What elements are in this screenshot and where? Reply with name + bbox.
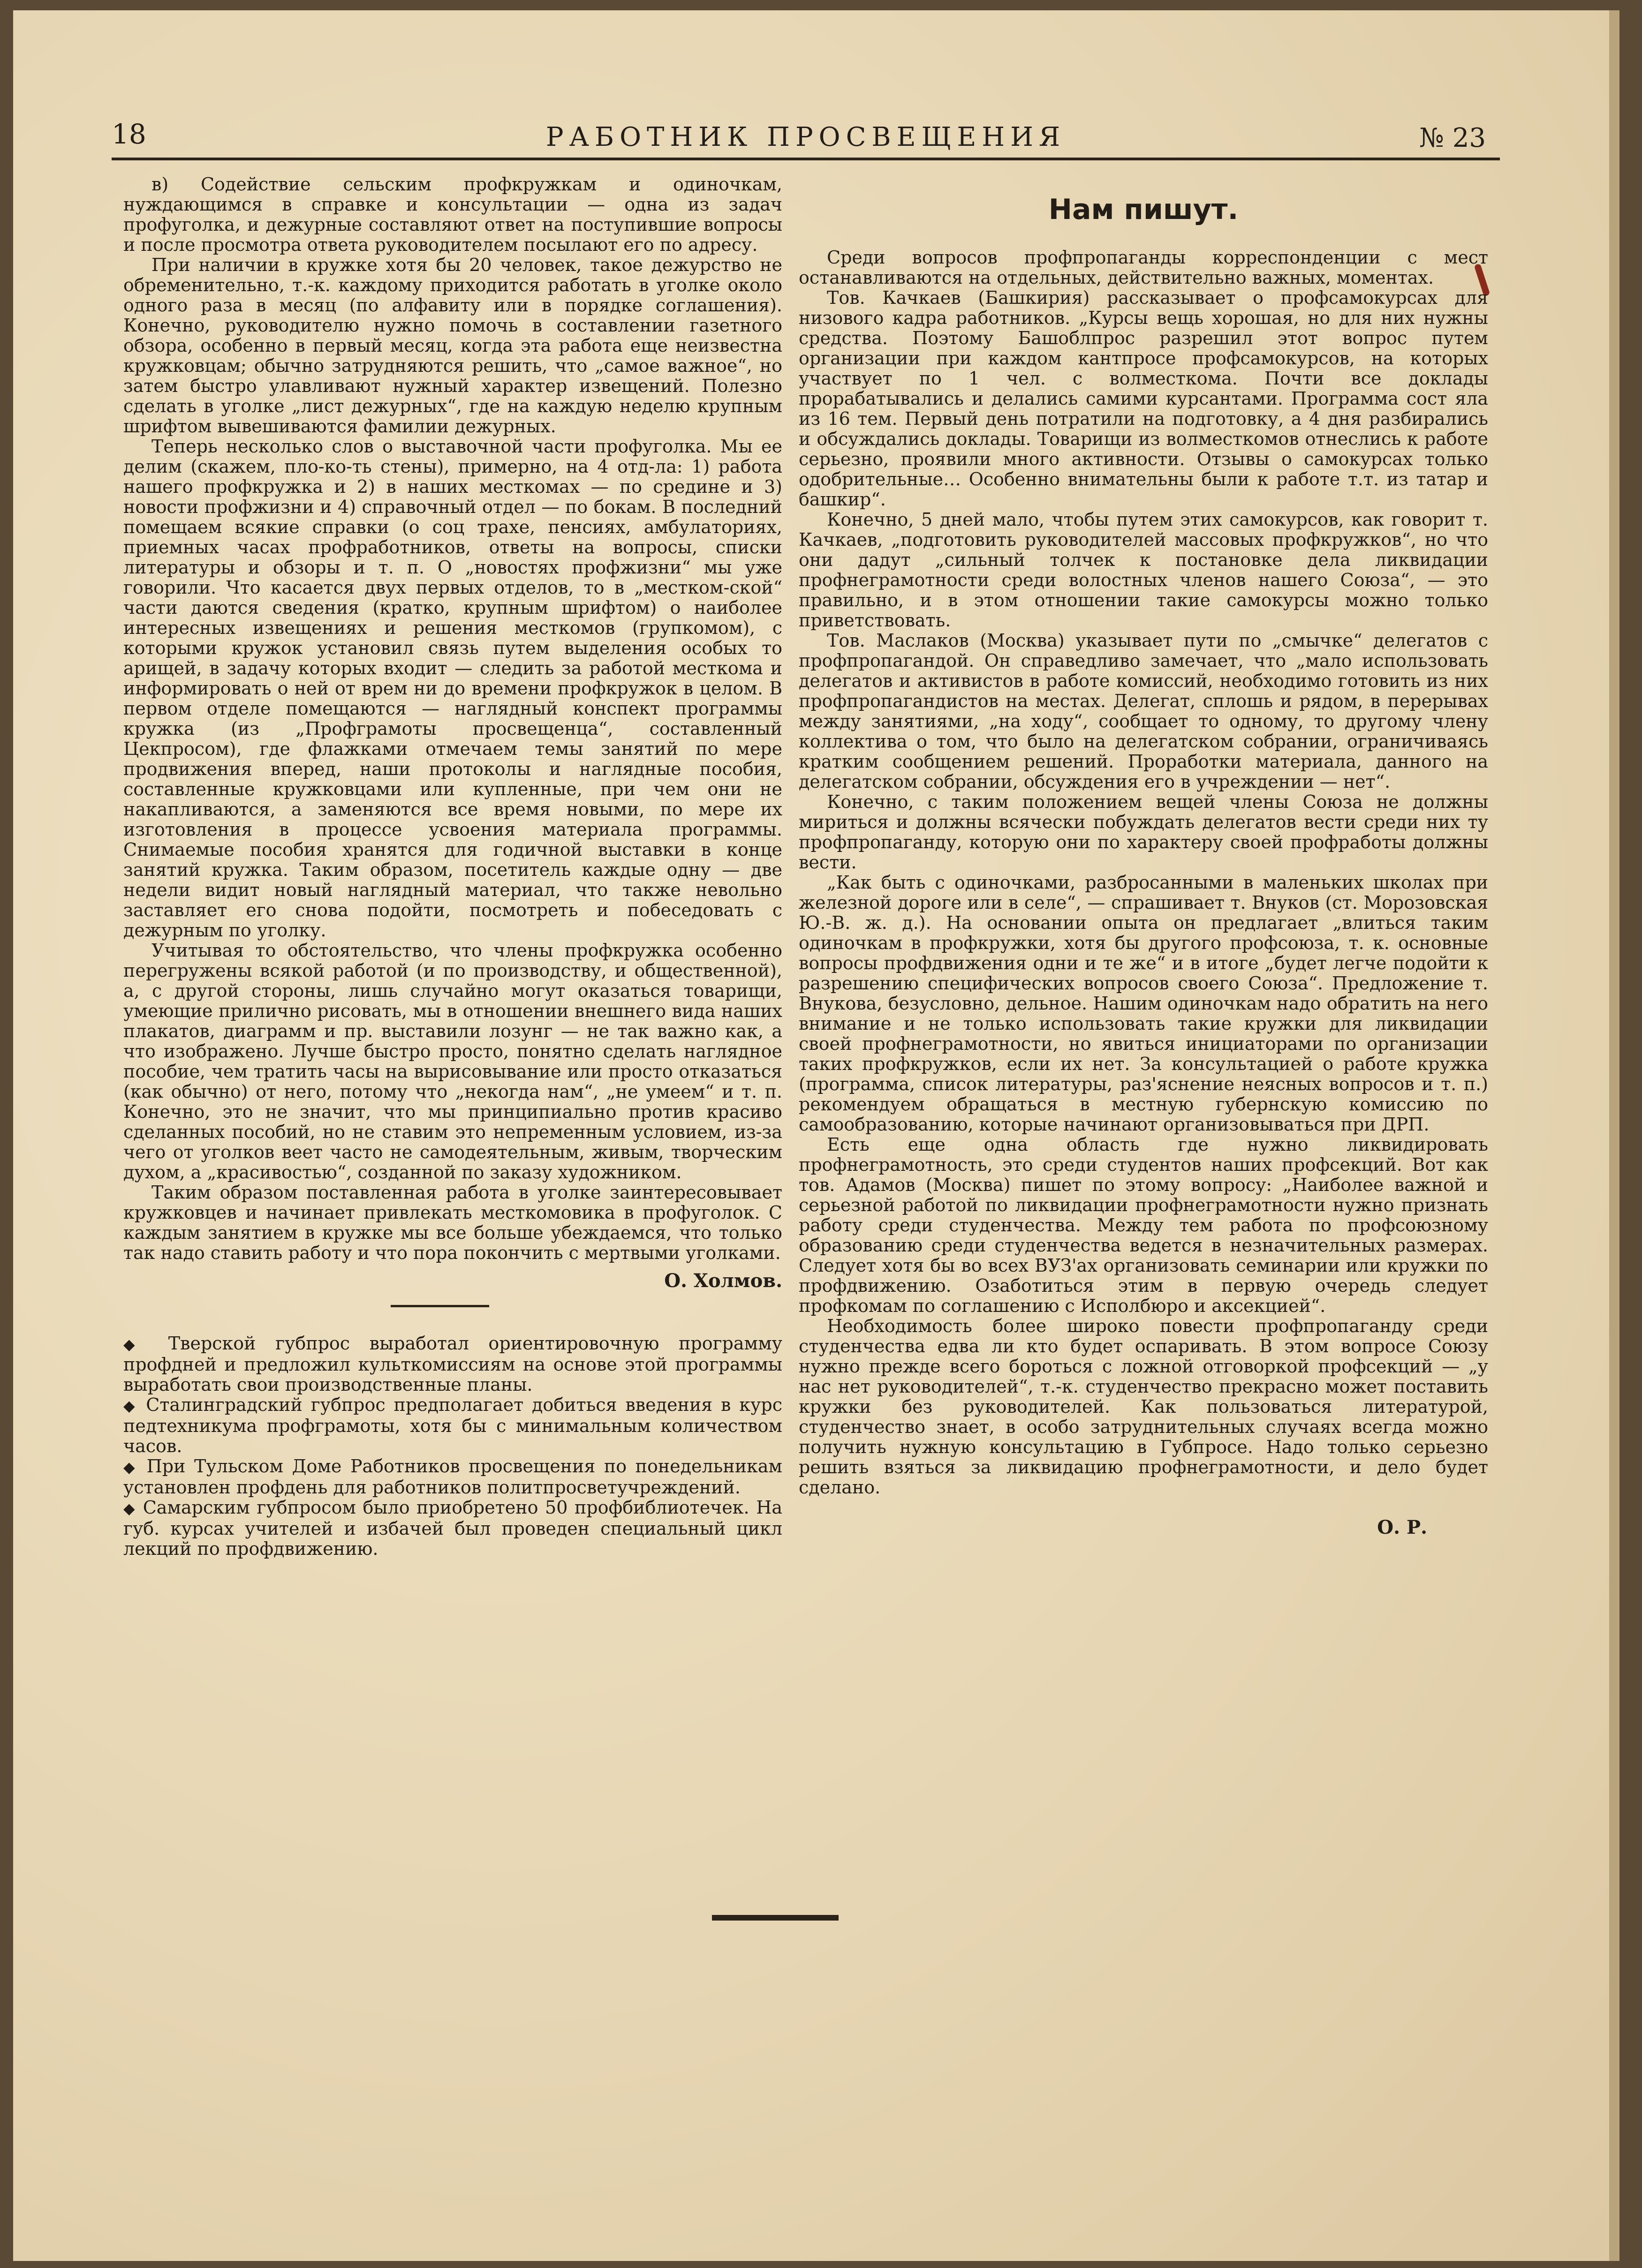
right-paragraph-1: Среди вопросов профпропаганды корреспонденции с мест останавливаются на отдельных, действительно важных, моментах. xyxy=(799,247,1488,288)
left-paragraph-4: Учитывая то обстоятельство, что члены профкружка особенно перегружены всякой работой (и по производству, и общественной), а, с другой стороны, лишь случайно могут оказаться товарищи, умеющие прилично рисовать, мы в отношении внешнего вида наших плакатов, диаграмм и пр. выставили лозунг — не так важно как, а что изображено. Лучше быстро просто, понятно сделать наглядное пособие, чем тратить часы на вырисовывание или просто отказаться (как обычно) от него, потому что „некогда нам“, „не умеем“ и т. п. Конечно, это не значит, что мы принципиально против красиво сделанных пособий, но не ставим это непременным условием, из-за чего от уголков веет часто не самодеятельным, живым, творческим духом, а „красивостью“, созданной по заказу художником. xyxy=(123,940,782,1183)
left-signature: О. Холмов. xyxy=(664,1270,782,1292)
right-signature: О. Р. xyxy=(1377,1516,1427,1538)
publication-title: РАБОТНИК ПРОСВЕЩЕНИЯ xyxy=(545,122,1066,152)
issue-number: № 23 xyxy=(1419,123,1486,153)
left-paragraph-3: Теперь несколько слов о выставочной части профуголка. Мы ее делим (скажем, пло-ко-ть стены), примерно, на 4 отд-ла: 1) работа нашего профкружка и 2) в наших месткомах — по средине и 3) новости профжизни и 4) справочный отдел — по бокам. В последний помещаем всякие справки (о соц трахе, пенсиях, амбулаториях, приемных часах профработников, ответы на вопросы, списки литературы и обзоры и т. п. О „новостях профжизни“ мы уже говорили. Что касается двух первых отделов, то в „местком-ской“ части даются сведения (кратко, крупным шрифтом) о наиболее интересных извещениях и решения месткомов (групкомом), с которыми кружок установил связь путем выделения особых то арищей, в задачу которых входит — следить за работой месткома и информировать о ней от врем ни до времени профкружок в целом. В первом отделе помещаются — наглядный конспект программы кружка (из „Профграмоты просвещенца“, составленный Цекпросом), где флажками отмечаем темы занятий по мере продвижения вперед, наши протоколы и наглядные пособия, составленные кружковцами или купленные, при чем они не накапливаются, а заменяются все время новыми, по мере их изготовления в процессе усвоения материала программы. Снимаемые пособия хранятся для годичной выставки в конце занятий кружка. Таким образом, посетитель каждые одну — две недели видит новый наглядный материал, что также невольно заставляет его снова подойти, посмотреть и побеседовать с дежурным по уголку. xyxy=(123,436,782,941)
diamond-icon: ◆ xyxy=(123,1335,149,1353)
section-title: Нам пишут. xyxy=(1048,193,1239,226)
left-paragraph-1: в) Содействие сельским профкружкам и одиночкам, нуждающимся в справке и консультации — одна из задач профуголка, и дежурные составляют ответ на поступившие вопросы и после просмотра ответа руководителем посылают его по адресу. xyxy=(123,174,782,255)
news-notes xyxy=(123,1334,782,1559)
page-edge xyxy=(1609,10,1619,2261)
page-header xyxy=(112,109,1500,160)
right-column xyxy=(799,174,1488,1538)
right-paragraph-4: Тов. Маслаков (Москва) указывает пути по „смычке“ делегатов с профпропагандой. Он справедливо замечает, что „мало использовать делегатов и активистов в работе комиссий, необходимо готовить из них профпропагандистов на местах. Делегат, сплошь и рядом, в перерывах между занятиями, „на ходу“, сообщает то одному, то другому члену коллектива о том, что было на делегатском собрании, ограничиваясь кратким сообщением решений. Проработки материала, данного на делегатском собрании, обсуждения его в учреждении — нет“. xyxy=(799,630,1488,792)
end-rule xyxy=(712,1915,839,1921)
right-paragraph-5: Конечно, с таким положением вещей члены Союза не должны мириться и должны всячески побуждать делегатов вести среди них ту профпропаганду, которую они по характеру своей профработы должны вести. xyxy=(799,791,1488,873)
news-note xyxy=(123,1456,782,1498)
left-paragraph-5: Таким образом поставленная работа в уголке заинтересовывает кружковцев и начинает привлекать месткомовика в профуголок. С каждым занятием в кружке мы все больше убеждаемся, что только так надо ставить работу и что пора покончить с мертвыми уголками. xyxy=(123,1182,782,1263)
news-note xyxy=(123,1395,782,1456)
note-text: При Тульском Доме Работников просвещения по понедельникам установлен профдень для работников политпросветучреждений. xyxy=(123,1456,782,1498)
note-text: Сталинградский губпрос предполагает добиться введения в курс педтехникума профграмоты, хотя бы с минимальным количеством часов. xyxy=(123,1394,782,1456)
separator-rule xyxy=(391,1305,489,1307)
right-paragraph-3: Конечно, 5 дней мало, чтобы путем этих самокурсов, как говорит т. Качкаев, „подготовить руководителей массовых профкружков“, но что они дадут „сильный толчек к постановке дела ликвидации профнеграмотности среди волостных членов нашего Союза“, — это правильно, и в этом отношении такие самокурсы можно только приветствовать. xyxy=(799,509,1488,631)
right-paragraph-6: „Как быть с одиночками, разбросанными в маленьких школах при железной дороге или в селе“, — спрашивает т. Внуков (ст. Морозовская Ю.-В. ж. д.). На основании опыта он предлагает „влиться таким одиночкам в профкружки, хотя бы другого профсоюза, т. к. основные вопросы профдвижения одни и те же“ и в итоге „будет легче подойти к разрешению специфических вопросов своего Союза“. Предложение т. Внукова, безусловно, дельное. Нашим одиночкам надо обратить на него внимание и не только использовать такие кружки для ликвидации своей профнеграмотности, но явиться инициаторами по организации таких профкружков, если их нет. За консультацией о работе кружка (программа, список литературы, раз'яснение неясных вопросов и т. п.) рекомендуем обращаться в местную губернскую комиссию по самообразованию, которые начинают организовываться при ДРП. xyxy=(799,872,1488,1135)
right-paragraph-7: Есть еще одна область где нужно ликвидировать профнеграмотность, это среди студентов наших профсекций. Вот как тов. Адамов (Москва) пишет по этому вопросу: „Наиболее важной и серьезной работой по ликвидации профнеграмотности нужно признать работу среди студенчества. Между тем работа по профсоюзному образованию среди студенчества ведется в незначительных размерах. Следует хотя бы во всех ВУЗ'ах организовать семинарии или кружки по профдвижению. Озаботиться этим в первую очередь следует профкомам по соглашению с Исполбюро и аксекцией“. xyxy=(799,1134,1488,1316)
diamond-icon: ◆ xyxy=(123,1397,138,1415)
left-paragraph-2: При наличии в кружке хотя бы 20 человек, такое дежурство не обременительно, т.-к. каждому приходится работать в уголке около одного раза в месяц (по алфавиту или в порядке соглашения). Конечно, руководителю нужно помочь в составлении газетного обзора, особенно в первый месяц, когда эта работа еще неизвестна кружковцам; обычно затрудняются решить, что „самое важное“, но затем быстро улавливают нужный характер извещений. Полезно сделать в уголке „лист дежурных“, где на каждую неделю крупным шрифтом вывешиваются фамилии дежурных. xyxy=(123,255,782,437)
newspaper-page xyxy=(13,10,1619,2261)
note-text: Тверской губпрос выработал ориентировочную программу профдней и предложил культкомиссиям на основе этой программы выработать свои производственные планы. xyxy=(123,1333,782,1395)
page-number: 18 xyxy=(112,118,146,150)
header-rule xyxy=(112,158,1500,160)
diamond-icon: ◆ xyxy=(123,1458,138,1476)
right-paragraph-2: Тов. Качкаев (Башкирия) рассказывает о профсамокурсах для низового кадра работников. „Курсы вещь хорошая, но для них нужны средства. Поэтому Башоблпрос разрешил этот вопрос путем организации при каждом кантпросе профсамокурсов, на которых участвует по 1 чел. с волместкома. Почти все доклады прорабатывались и делались самими курсантами. Программа сост яла из 16 тем. Первый день потратили на подготовку, а 4 дня разбирались и обсуждались доклады. Товарищи из волместкомов отнеслись к работе серьезно, проявили много активности. Отзывы о самокурсах только одобрительные… Особенно внимательны были к работе т.т. из татар и башкир“. xyxy=(799,287,1488,510)
left-column xyxy=(123,174,782,1559)
diamond-icon: ◆ xyxy=(123,1499,136,1517)
news-note xyxy=(123,1498,782,1559)
right-paragraph-8: Необходимость более широко повести профпропаганду среди студенчества едва ли кто будет оспаривать. В этом вопросе Союзу нужно прежде всего бороться с ложной отговоркой профсекций — „у нас нет руководителей“, т.-к. студенчество прекрасно может поставить кружки без руководителей. Как пользоваться литературой, студенчество знает, в особо затруднительных случаях всегда можно получить нужную консультацию в Губпросе. Надо только серьезно решить взяться за ликвидацию профнеграмотности, и дело будет сделано. xyxy=(799,1316,1488,1498)
note-text: Самарским губпросом было приобретено 50 профбиблиотечек. На губ. курсах учителей и избачей был проведен специальный цикл лекций по профдвижению. xyxy=(123,1497,782,1559)
news-note xyxy=(123,1334,782,1395)
